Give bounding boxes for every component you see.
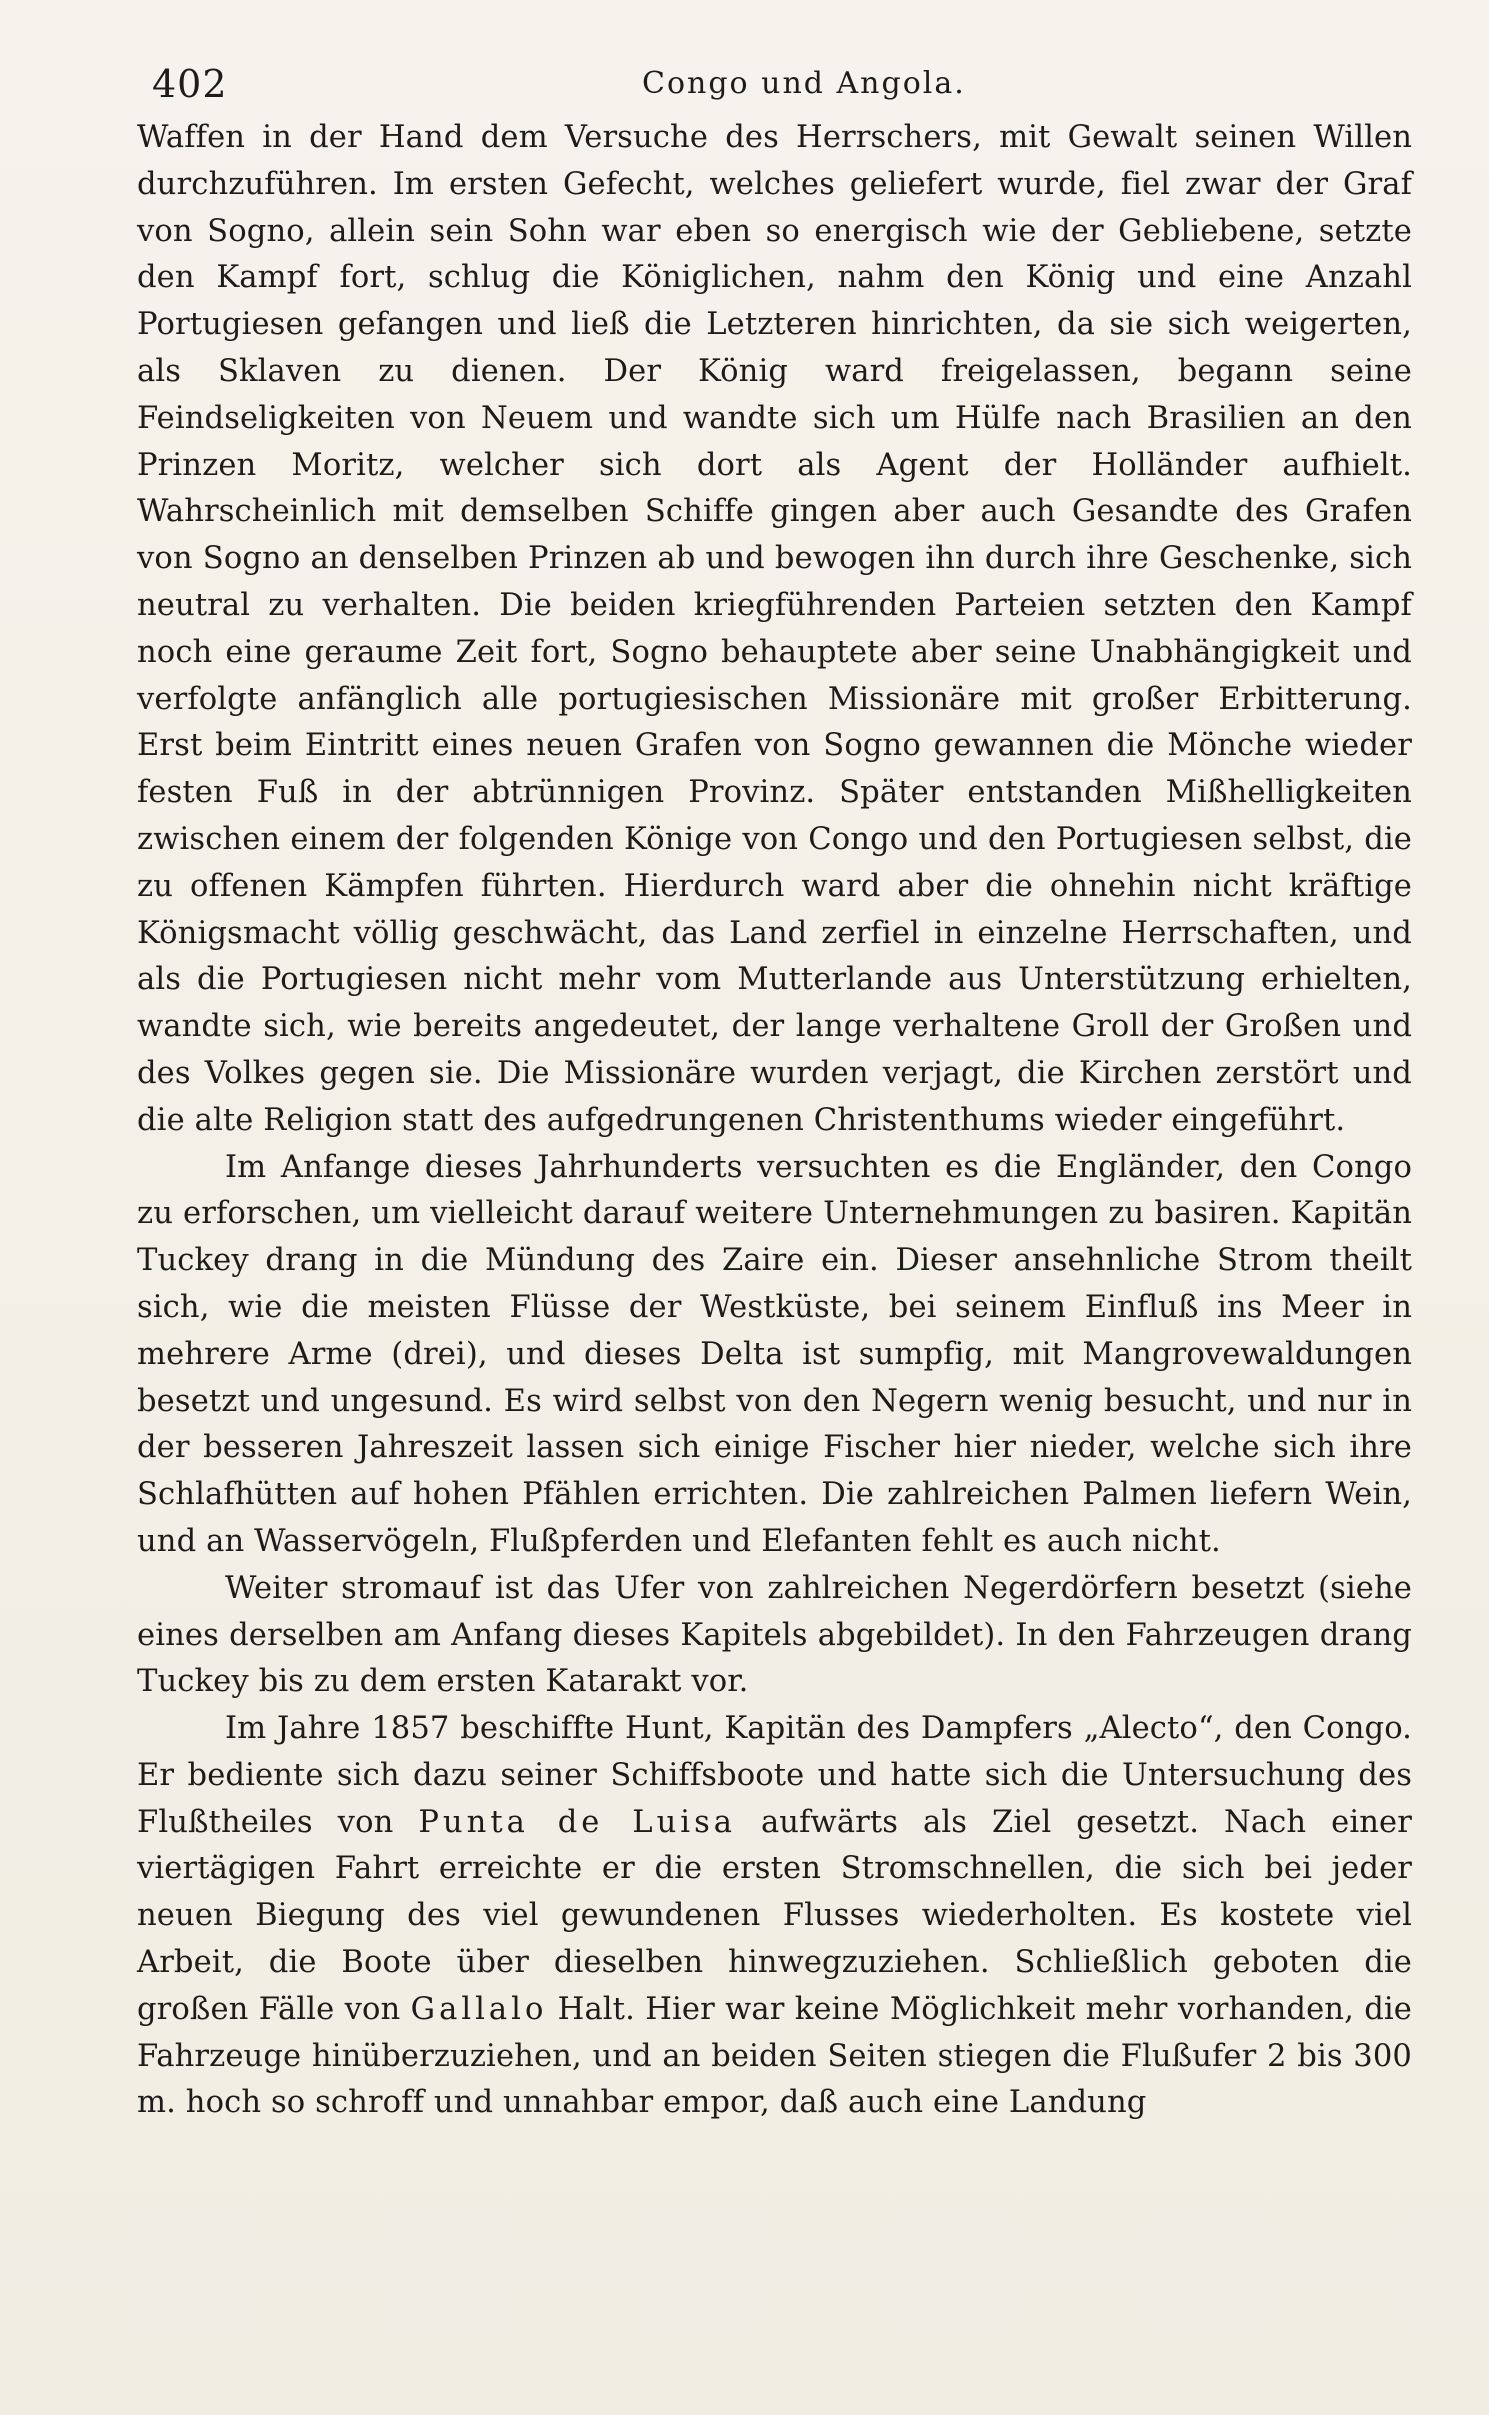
paragraph-continuation: Waffen in der Hand dem Versuche des Herrschers, mit Gewalt seinen Willen durchzuführen. Im ersten Gefecht, welches geliefert wurde, fiel zwar der Graf von Sogno, allein sein Sohn war eben so energisch wie der Gebliebene, setzte den Kampf fort, schlug die Königlichen, nahm den König und eine Anzahl Portugiesen gefangen und ließ die Letzteren hinrichten, da sie sich weigerten, als Sklaven zu dienen. Der König ward freigelassen, begann seine Feindseligkeiten von Neuem und wandte sich um Hülfe nach Brasilien an den Prinzen Moritz, welcher sich dort als Agent der Holländer aufhielt. Wahrscheinlich mit demselben Schiffe gingen aber auch Gesandte des Grafen von Sogno an denselben Prinzen ab und bewogen ihn durch ihre Geschenke, sich neutral zu verhalten. Die beiden kriegführenden Parteien setzten den Kampf noch eine geraume Zeit fort, Sogno behauptete aber seine Unabhängigkeit und verfolgte anfänglich alle portugiesischen Missionäre mit großer Erbitterung. Erst beim Eintritt eines neuen Grafen von Sogno gewannen die Mönche wieder festen Fuß in der abtrünnigen Provinz. Später entstanden Mißhelligkeiten zwischen einem der folgenden Könige von Congo und den Portugiesen selbst, die zu offenen Kämpfen führten. Hierdurch ward aber die ohnehin nicht kräftige Königsmacht völlig geschwächt, das Land zerfiel in einzelne Herrschaften, und als die Portugiesen nicht mehr vom Mutterlande aus Unterstützung erhielten, wandte sich, wie bereits angedeutet, der lange verhaltene Groll der Großen und des Volkes gegen sie. Die Missionäre wurden verjagt, die Kirchen zerstört und die alte Religion statt des aufgedrungenen Christenthums wieder eingeführt. xyxy=(137,120,1412,1138)
paragraph-text-segment: aufwärts als Ziel gesetzt. Nach einer viertägigen Fahrt erreichte er die ersten Stromschnellen, die sich bei jeder neuen Biegung des viel gewundenen Flusses wiederholten. Es kostete viel Arbeit, die Boote über dieselben hinwegzuziehen. Schließlich geboten die großen Fälle von xyxy=(137,1804,1412,2027)
body-text xyxy=(137,115,1412,2127)
place-name-punta-de-luisa: Punta de Luisa xyxy=(418,1804,737,1840)
paragraph-hunt-expedition xyxy=(137,1706,1412,2127)
paragraph-text-segment: Halt. Hier war keine Möglichkeit mehr vorhanden, die Fahrzeuge hinüberzuziehen, und an beiden Seiten stiegen die Flußufer 2 bis 300 m. hoch so schroff und unnahbar empor, daß auch eine Landung xyxy=(137,1991,1413,2121)
page-number: 402 xyxy=(152,62,228,106)
paragraph-text-segment: Im Jahre 1857 beschiffte Hunt, Kapitän des Dampfers „Alecto“, den Congo. Er bediente sich dazu seiner Schiffsboote und hatte sich die Untersuchung des Flußtheiles von xyxy=(137,1711,1412,1840)
paragraph-upstream-villages: Weiter stromauf ist das Ufer von zahlreichen Negerdörfern besetzt (siehe eines derselben am Anfang dieses Kapitels abgebildet). In den Fahrzeugen drang Tuckey bis zu dem ersten Katarakt vor. xyxy=(137,1570,1412,1700)
running-head xyxy=(152,58,1412,108)
paragraph-english-expedition: Im Anfange dieses Jahrhunderts versuchten es die Engländer, den Congo zu erforschen, um vielleicht darauf weitere Unternehmungen zu basiren. Kapitän Tuckey drang in die Mündung des Zaire ein. Dieser ansehnliche Strom theilt sich, wie die meisten Flüsse der Westküste, bei seinem Einfluß ins Meer in mehrere Arme (drei), und dieses Delta ist sumpfig, mit Mangrovewaldungen besetzt und ungesund. Es wird selbst von den Negern wenig besucht, und nur in der besseren Jahreszeit lassen sich einige Fischer hier nieder, welche sich ihre Schlafhütten auf hohen Pfählen errichten. Die zahlreichen Palmen liefern Wein, und an Wasservögeln, Flußpferden und Elefanten fehlt es auch nicht. xyxy=(137,1149,1412,1559)
place-name-gallalo: Gallalo xyxy=(410,1991,548,2027)
running-title: Congo und Angola. xyxy=(642,66,966,101)
